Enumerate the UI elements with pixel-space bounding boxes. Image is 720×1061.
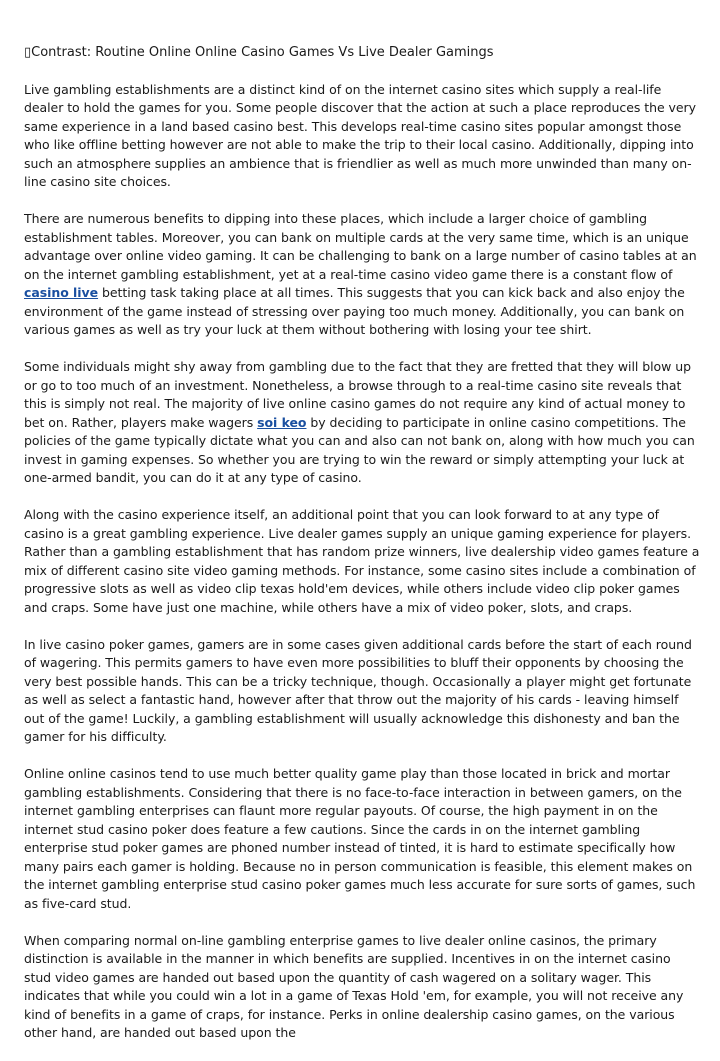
paragraph-2 xyxy=(24,210,700,340)
document-page xyxy=(24,44,700,1061)
paragraph-3-text-before: Some individuals might shy away from gambling due to the fact that they are fretted that they will blow up or go to too much of an investment. Nonetheless, a browse through to a real-time casino site reveals that this is simply not real. The majority of live online casino games do not require any kind of actual money to bet on. Rather, players make wagers xyxy=(24,359,692,430)
paragraph-2-text-before: There are numerous benefits to dipping into these places, which include a larger choice of gambling establishment tables. Moreover, you can bank on multiple cards at the very same time, which is an unique advantage over online video gaming. It can be challenging to bank on a large number of casino tables at an on the internet gambling establishment, yet at a real-time casino video game there is a constant flow of xyxy=(24,211,697,282)
paragraph-3 xyxy=(24,358,700,488)
paragraph-3-text-after: by deciding to participate in online casino competitions. The policies of the game typically dictate what you can and also can not bank on, along with how much you can invest in gaming expenses. So whether you are trying to win the reward or simply attempting your luck at one-armed bandit, you can do it at any type of casino. xyxy=(24,414,695,485)
paragraph-4: Along with the casino experience itself, an additional point that you can look forward to at any type of casino is a great gambling experience. Live dealer games supply an unique gaming experience for players. Rather than a gambling establishment that has random prize winners, live dealership video games feature a mix of different casino site video gaming methods. For instance, some casino sites include a combination of progressive slots as well as video clip texas hold'em devices, while others include video clip poker games and craps. Some have just one machine, while others have a mix of video poker, slots, and craps. xyxy=(24,507,700,615)
casino-live-link[interactable]: casino live xyxy=(24,285,99,300)
document-title-text: Contrast: Routine Online Online Casino Games Vs Live Dealer Gamings xyxy=(31,45,494,60)
paragraph-1: Live gambling establishments are a distinct kind of on the internet casino sites which supply a real-life dealer to hold the games for you. Some people discover that the action at such a place reproduces the very same experience in a land based casino best. This develops real-time casino sites popular amongst those who like offline betting however are not able to make the trip to their local casino. Additionally, dipping into such an atmosphere supplies an ambience that is friendlier as well as much more unwinded than many on-line casino site choices. xyxy=(24,81,696,189)
soi-keo-link[interactable]: soi keo xyxy=(257,414,307,430)
paragraph-6: Online online casinos tend to use much better quality game play than those located in brick and mortar gambling establishments. Considering that there is no face-to-face interaction in between gamers, on the internet gambling enterprises can flaunt more regular payouts. Of course, the high payment in on the internet stud casino poker does feature a few cautions. Since the cards in on the internet gambling enterprise stud poker games are phoned number instead of tinted, it is hard to estimate specifically how many pairs each gamer is holding. Because no in person communication is feasible, this element makes on the internet gambling enterprise stud casino poker games much less accurate for sure sorts of games, such as five-card stud. xyxy=(24,766,696,911)
paragraph-7: When comparing normal on-line gambling enterprise games to live dealer online casinos, the primary distinction is available in the manner in which benefits are supplied. Incentives in on the internet casino stud video games are handed out based upon the quantity of cash wagered on a solitary wager. This indicates that while you could win a lot in a game of Texas Hold 'em, for example, you will not receive any kind of benefits in a game of craps, for instance. Perks in online dealership casino games, on the various other hand, are handed out based upon the xyxy=(24,932,684,1040)
paragraph-2-text-after: betting task taking place at all times. This suggests that you can kick back and also enjoy the environment of the game instead of stressing over paying too much money. Additionally, you can bank on various games as well as try your luck at them without bothering with losing your tee shirt. xyxy=(24,285,685,337)
paragraph-5: In live casino poker games, gamers are in some cases given additional cards before the start of each round of wagering. This permits gamers to have even more possibilities to bluff their opponents by choosing the very best possible hands. This can be a tricky technique, though. Occasionally a player might get fortunate as well as select a fantastic hand, however after that throw out the majority of his cards - leaving himself out of the game! Luckily, a gambling establishment will usually acknowledge this dishonesty and ban the gamer for his difficulty. xyxy=(24,636,692,744)
document-title xyxy=(24,44,700,63)
missing-glyph-icon: ▯ xyxy=(24,45,32,60)
